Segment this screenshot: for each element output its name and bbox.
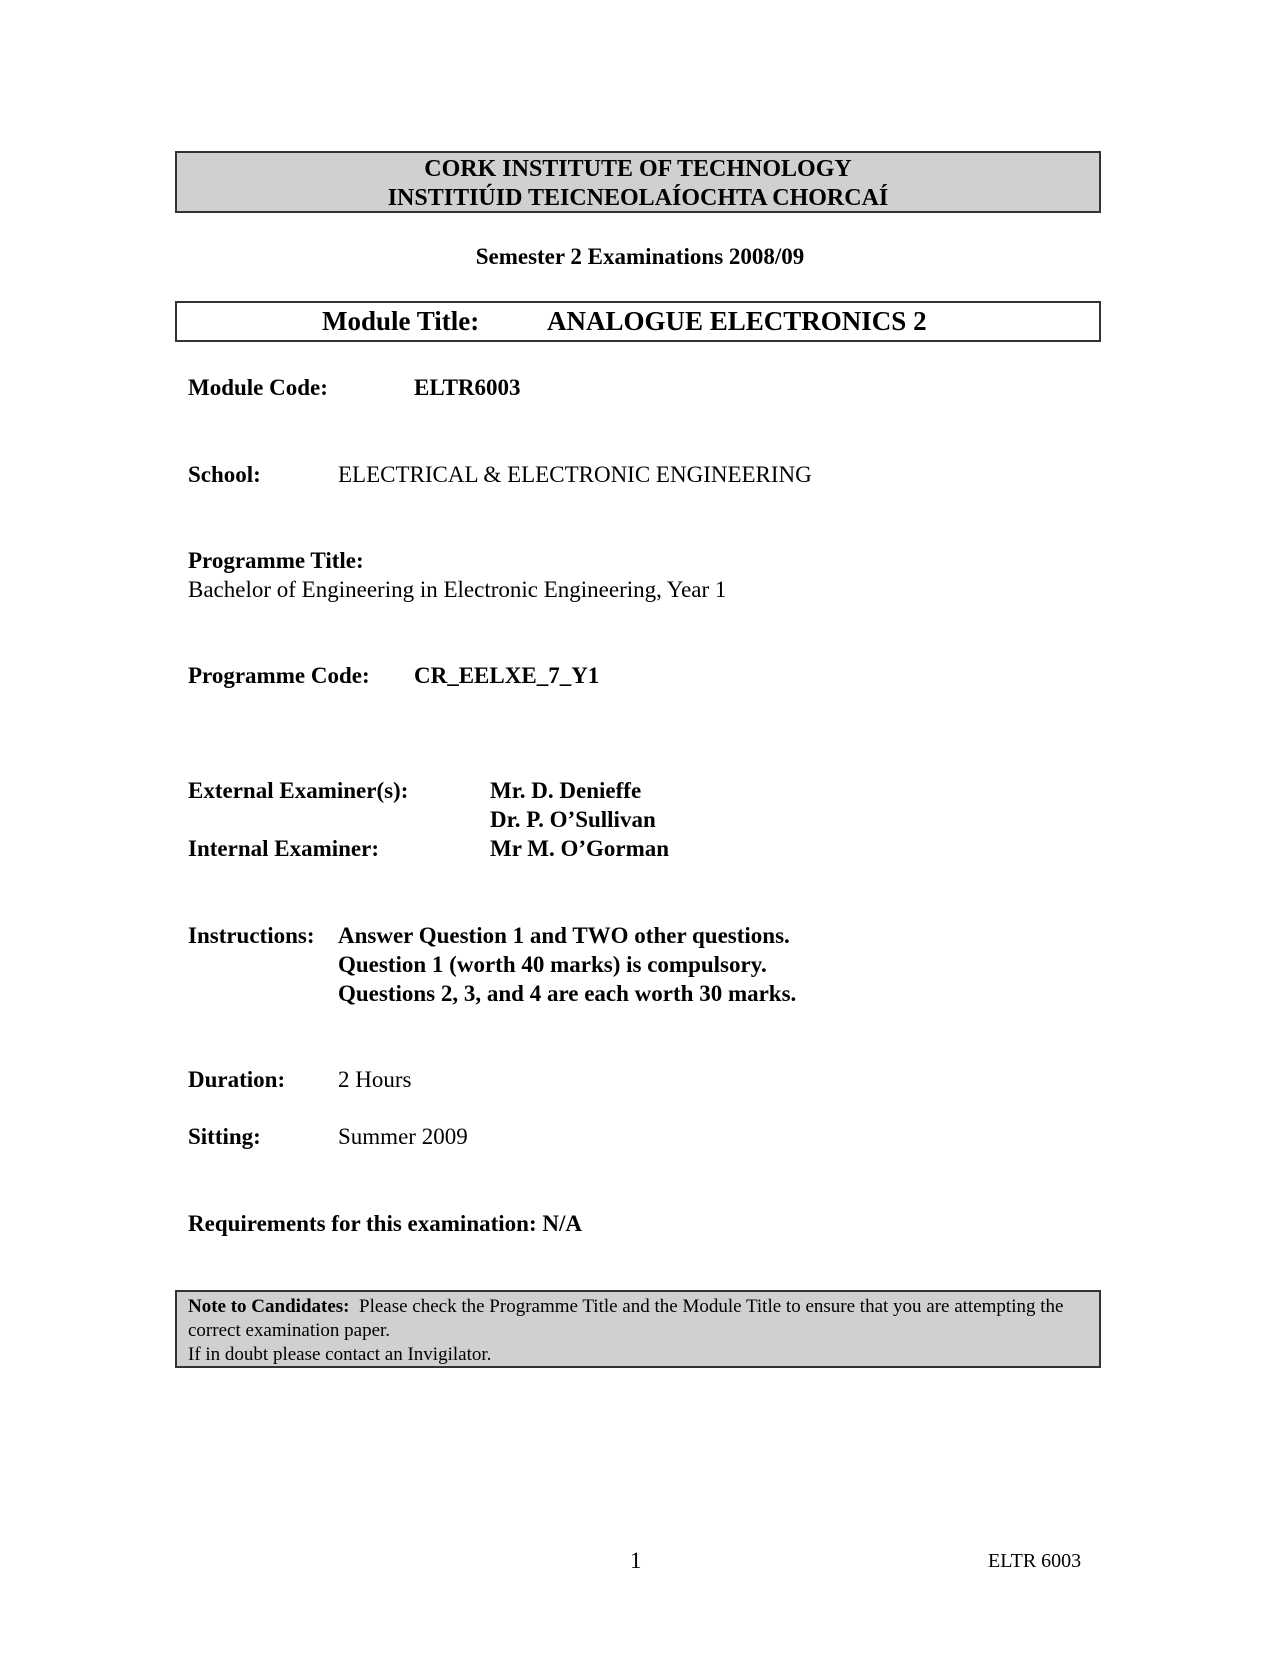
external-examiner-name: Mr. D. Denieffe	[490, 778, 642, 803]
note-label: Note to Candidates:	[188, 1296, 350, 1317]
requirements-line: Requirements for this examination: N/A	[188, 1211, 582, 1236]
footer-module-code: ELTR 6003	[988, 1550, 1082, 1572]
programme-title-value: Bachelor of Engineering in Electronic Engineering, Year 1	[188, 577, 727, 602]
module-code-value: ELTR6003	[414, 375, 521, 400]
semester-heading: Semester 2 Examinations 2008/09	[475, 244, 805, 269]
note-to-candidates	[175, 1290, 1101, 1368]
note-line2: If in doubt please contact an Invigilator.	[188, 1344, 492, 1365]
note-body: Please check the Programme Title and the Module Title to ensure that you are attempting the correct examination paper.	[188, 1296, 1064, 1341]
school-label: School:	[188, 462, 261, 487]
duration-label: Duration:	[188, 1067, 286, 1092]
external-examiner-label: External Examiner(s):	[188, 778, 409, 803]
instruction-line: Question 1 (worth 40 marks) is compulsory.	[338, 952, 767, 977]
internal-examiner-name: Mr M. O’Gorman	[490, 836, 670, 861]
institute-name-english: CORK INSTITUTE OF TECHNOLOGY	[424, 156, 852, 182]
note-text	[188, 1295, 1088, 1343]
instruction-line: Answer Question 1 and TWO other questions.	[338, 923, 790, 948]
instructions-label: Instructions:	[188, 923, 315, 948]
internal-examiner-label: Internal Examiner:	[188, 836, 380, 861]
programme-title-label: Programme Title:	[188, 548, 364, 573]
instruction-line: Questions 2, 3, and 4 are each worth 30 marks.	[338, 981, 797, 1006]
module-title-label: Module Title:	[322, 306, 480, 336]
module-title-box	[175, 301, 1101, 342]
programme-code-value: CR_EELXE_7_Y1	[414, 663, 600, 688]
sitting-value: Summer 2009	[338, 1124, 468, 1149]
module-title-value: ANALOGUE ELECTRONICS 2	[547, 306, 927, 336]
institute-name-irish: INSTITIÚID TEICNEOLAÍOCHTA CHORCAÍ	[387, 185, 889, 211]
sitting-label: Sitting:	[188, 1124, 261, 1149]
school-value: ELECTRICAL & ELECTRONIC ENGINEERING	[338, 462, 812, 487]
institute-header	[175, 151, 1101, 213]
page-number: 1	[630, 1548, 642, 1573]
module-code-label: Module Code:	[188, 375, 328, 400]
duration-value: 2 Hours	[338, 1067, 412, 1092]
external-examiner-name: Dr. P. O’Sullivan	[490, 807, 656, 832]
programme-code-label: Programme Code:	[188, 663, 370, 688]
